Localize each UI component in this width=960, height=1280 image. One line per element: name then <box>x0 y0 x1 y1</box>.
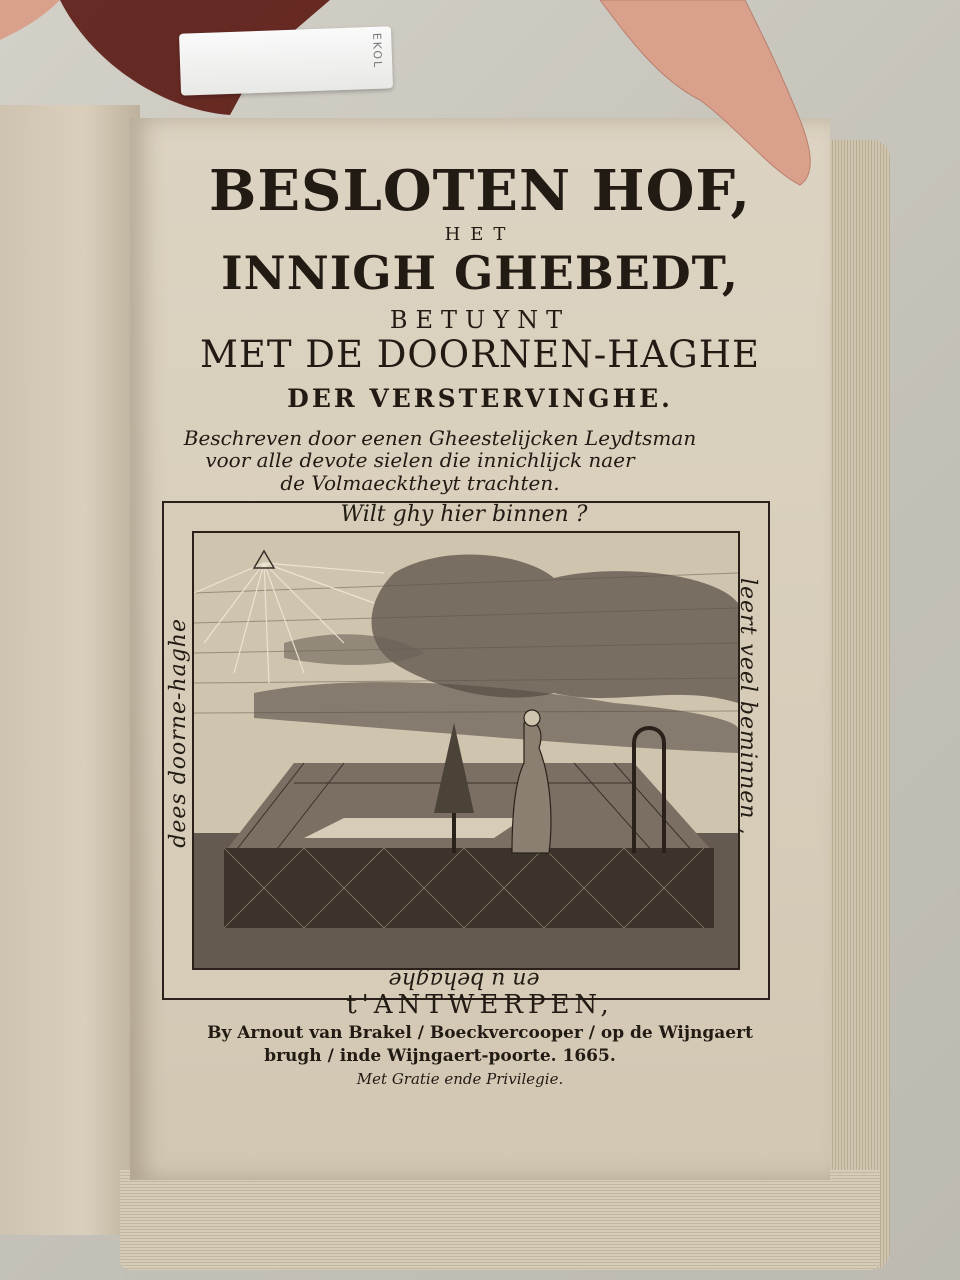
thumb <box>600 0 810 185</box>
title-line-2: INNIGH GHEBEDT, <box>221 246 739 300</box>
imprint-publisher-1: By Arnout van Brakel / Boeckvercooper / op de Wijngaert <box>207 1023 753 1043</box>
imprint-privilege: Met Gratie ende Privilegie. <box>356 1070 564 1088</box>
paper-bookmark <box>179 26 393 95</box>
imprint-publisher-2: brugh / inde Wijngaert-poorte. 1665. <box>264 1046 616 1066</box>
imprint-city: t'ANTWERPEN, <box>346 990 614 1020</box>
page-block-bottom <box>120 1170 880 1270</box>
byline-2: voor alle devote sielen die innichlijck naer <box>205 448 635 472</box>
engraving-image <box>192 531 740 970</box>
garden-engraving <box>194 533 738 968</box>
title-line-1: BESLOTEN HOF, <box>209 158 751 224</box>
title-het: HET <box>444 224 516 245</box>
bookmark-label: EKOL <box>370 32 385 70</box>
byline-1: Beschreven door eenen Gheestelijcken Leydtsman <box>183 426 697 450</box>
byline-3: de Volmaecktheyt trachten. <box>280 471 560 495</box>
engraving-caption-right: leert veel beminnen , <box>735 578 760 836</box>
engraving-caption-bottom: en u behaghe <box>388 967 540 992</box>
engraving-caption-top: Wilt ghy hier binnen ? <box>340 502 588 527</box>
title-line-3: MET DE DOORNEN-HAGHE <box>199 333 761 376</box>
title-line-4: DER VERSTERVINGHE. <box>287 384 673 413</box>
holding-hand <box>0 0 960 200</box>
front-hedge <box>224 848 714 928</box>
engraving-caption-left: dees doorne-haghe <box>166 618 191 848</box>
title-page <box>130 118 830 1180</box>
title-betuynt: BETUYNT <box>389 306 571 334</box>
